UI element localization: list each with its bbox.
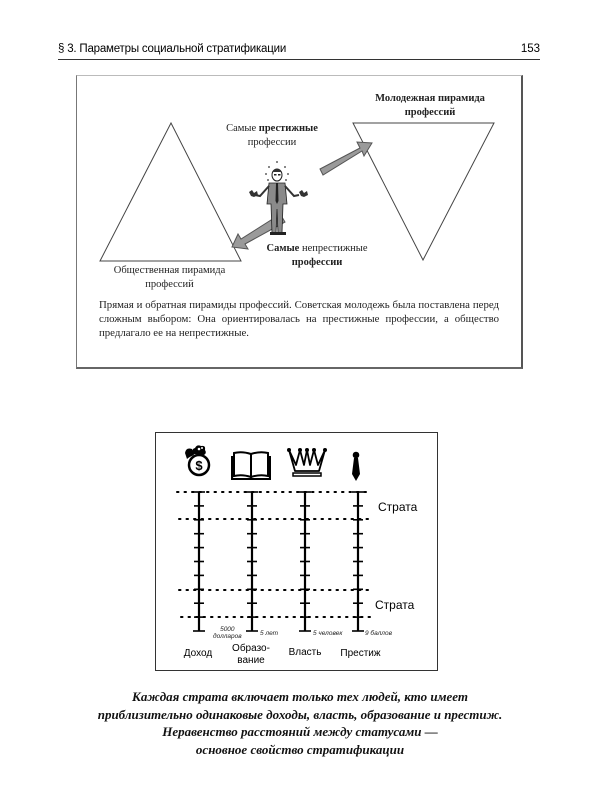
strata-label: Страта bbox=[375, 598, 415, 612]
prestigious-label-line-2: профессии bbox=[247, 137, 297, 148]
stratification-definition-caption bbox=[40, 688, 560, 758]
tie-icon bbox=[352, 452, 360, 481]
unprestigious-label-line-2: профессии bbox=[291, 257, 343, 268]
money-bag-icon bbox=[185, 445, 209, 475]
axis-max-label-education: 5 лет bbox=[260, 630, 279, 637]
figure-stratification-scales bbox=[155, 432, 438, 671]
social-pyramid-label-line-1: Общественная пирамида bbox=[113, 265, 226, 276]
strata-boundaries bbox=[177, 492, 371, 617]
pyramids-figure-caption: Прямая и обратная пирамиды профессий. Советская молодежь была поставлена перед сложным выбором: Она ориентировалась на престижные профессии, а общество предлагало ее на непрестижные. bbox=[99, 299, 499, 339]
youth-pyramid-label bbox=[345, 92, 515, 120]
caption-line: основное свойство стратификации bbox=[195, 741, 405, 757]
chapter-section-title: § 3. Параметры социальной стратификации bbox=[58, 43, 287, 55]
caption-line: Неравенство расстояний между статусами — bbox=[162, 724, 438, 739]
youth-pyramid-label-line-1: Молодежная пирамида bbox=[375, 93, 485, 104]
axis-name-power: Власть bbox=[288, 647, 322, 658]
axis-max-label-prestige: 9 баллов bbox=[365, 630, 392, 637]
axis-name-prestige: Престиж bbox=[340, 648, 381, 659]
social-pyramid-label-line-2: профессий bbox=[145, 279, 194, 290]
unprestigious-label-normal: непрестижные bbox=[301, 243, 368, 254]
prestigious-label-bold: престижные bbox=[258, 123, 318, 134]
axis-max-label-power: 5 человек bbox=[313, 630, 343, 637]
axis-name-education bbox=[226, 643, 276, 667]
most-prestigious-professions-label bbox=[202, 122, 342, 150]
least-prestigious-professions-label bbox=[252, 242, 382, 270]
axis-name-line: Образо- bbox=[232, 643, 270, 654]
svg-text:$: $ bbox=[195, 458, 203, 473]
axis-name-income: Доход bbox=[183, 648, 213, 659]
strata-label: Страта bbox=[378, 500, 418, 514]
axis-name-line: вание bbox=[237, 655, 265, 666]
caption-line: Каждая страта включает только тех людей, кто имеет bbox=[132, 689, 468, 704]
unprestigious-label-line-1 bbox=[252, 242, 382, 256]
page-number: 153 bbox=[520, 43, 540, 55]
axes bbox=[193, 492, 364, 631]
book-icon bbox=[232, 452, 270, 479]
youth-pyramid-triangle bbox=[353, 123, 494, 260]
social-pyramid-label bbox=[87, 264, 252, 292]
crown-icon bbox=[287, 448, 327, 476]
unprestigious-label-bold: Самые bbox=[266, 243, 302, 254]
caption-line: приблизительно одинаковые доходы, власть, образование и престиж. bbox=[97, 706, 503, 722]
running-header bbox=[58, 42, 540, 60]
axis-max-line: 5000 bbox=[220, 626, 235, 633]
confused-man-icon bbox=[249, 161, 308, 235]
axis-max-label-income bbox=[213, 626, 242, 640]
figure-pyramids-of-professions bbox=[76, 75, 523, 369]
strata-diagram bbox=[156, 433, 437, 670]
youth-pyramid-label-line-2: профессий bbox=[404, 107, 456, 118]
prestigious-label-line-1 bbox=[202, 122, 342, 136]
axis-max-line: долларов bbox=[213, 633, 242, 640]
prestigious-label-normal: Самые bbox=[226, 123, 259, 134]
